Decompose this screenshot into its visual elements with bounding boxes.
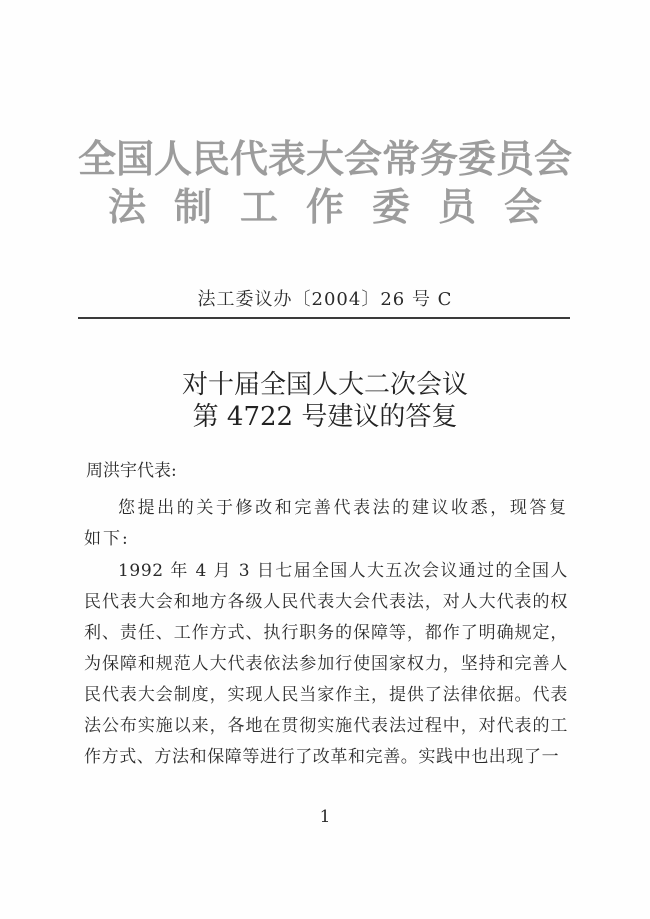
document-title-line-1: 对十届全国人大二次会议 (181, 370, 468, 400)
page-number: 1 (319, 807, 331, 827)
document-title-line-2: 第 4722 号建议的答复 (192, 402, 458, 432)
letterhead-committee-name: 法制工作委员会 (107, 185, 570, 229)
document-number: 法工委议办〔2004〕26 号 C (197, 289, 453, 310)
letterhead-org-name: 全国人民代表大会常务委员会 (77, 137, 572, 181)
salutation: 周洪宇代表: (86, 461, 177, 481)
body-paragraph: 1992 年 4 月 3 日七届全国人大五次会议通过的全国人民代表大会和地方各级人民代表大会代表法，对人大代表的权利、责任、工作方式、执行职务的保障等，都作了明确规定，为保障和规范人大代表依法参加行使国家权力，坚持和完善人民代表大会制度，实现人民当家作主，提供了法律依据。代表法公布实施以来，各地在贯彻实施代表法过程中，对代表的工作方式、方法和保障等进行了改革和完善。实践中也出现了一 (84, 561, 568, 767)
body-paragraph: 您提出的关于修改和完善代表法的建议收悉，现答复如下: (84, 498, 568, 549)
header-divider (78, 317, 570, 319)
